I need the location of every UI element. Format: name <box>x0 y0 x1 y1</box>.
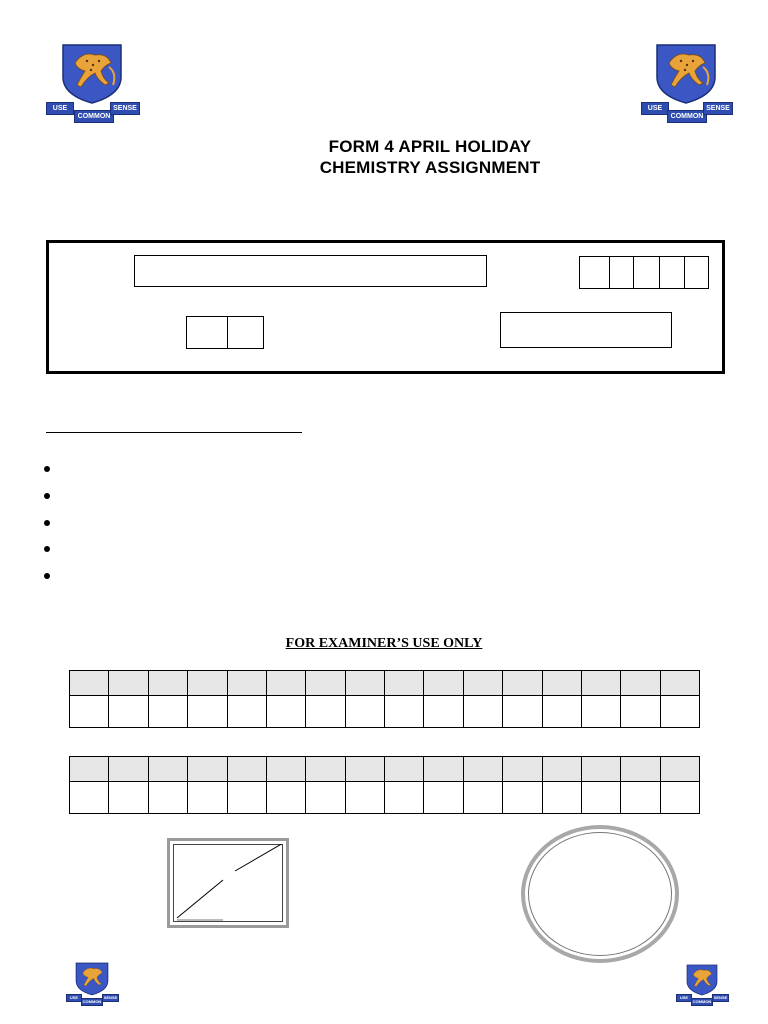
marks-cell[interactable] <box>424 696 463 728</box>
marks-cell[interactable] <box>227 782 266 814</box>
document-title-line-1: FORM 4 APRIL HOLIDAY <box>328 137 532 156</box>
total-marks-divider <box>173 844 283 922</box>
motto-ribbon-left: USE <box>676 994 692 1002</box>
marks-cell[interactable] <box>109 696 148 728</box>
question-cell <box>345 757 384 782</box>
question-cell <box>542 757 581 782</box>
instruction-bullet <box>44 493 50 499</box>
marks-cell[interactable] <box>148 782 187 814</box>
question-cell <box>227 757 266 782</box>
class-box[interactable] <box>228 317 263 348</box>
question-cell <box>463 757 502 782</box>
question-cell <box>70 757 109 782</box>
marks-cell[interactable] <box>70 696 109 728</box>
question-cell <box>621 671 660 696</box>
admission-digit-box[interactable] <box>634 257 660 288</box>
marks-cell[interactable] <box>345 696 384 728</box>
question-cell <box>424 671 463 696</box>
marks-cell[interactable] <box>148 696 187 728</box>
motto-ribbon-left: USE <box>46 102 74 115</box>
marks-cell[interactable] <box>424 782 463 814</box>
admission-digit-box[interactable] <box>610 257 635 288</box>
admission-digit-box[interactable] <box>685 257 708 288</box>
score-table-1 <box>69 670 700 728</box>
motto-ribbon-middle: COMMON <box>74 110 114 123</box>
instructions-heading-rule <box>46 432 302 433</box>
motto-ribbon-middle: COMMON <box>82 999 102 1004</box>
marks-cell[interactable] <box>463 696 502 728</box>
score-table-2 <box>69 756 700 814</box>
question-cell <box>345 671 384 696</box>
school-crest-top-left <box>46 43 138 120</box>
question-cell <box>503 757 542 782</box>
class-boxes[interactable] <box>186 316 264 349</box>
motto-ribbon-right: SENSE <box>110 102 140 115</box>
question-cell <box>385 757 424 782</box>
marks-cell[interactable] <box>463 782 502 814</box>
marks-cell[interactable] <box>542 696 581 728</box>
school-crest-leopard-icon <box>61 43 123 105</box>
motto-ribbon-right: SENSE <box>713 995 728 1000</box>
question-cell <box>581 671 620 696</box>
marks-cell[interactable] <box>542 782 581 814</box>
motto-ribbon-right: SENSE <box>703 102 733 115</box>
marks-cell[interactable] <box>266 782 305 814</box>
school-crest-leopard-icon <box>74 962 110 996</box>
marks-cell[interactable] <box>188 782 227 814</box>
admission-digit-box[interactable] <box>660 257 686 288</box>
instruction-bullet <box>44 573 50 579</box>
question-cell <box>503 671 542 696</box>
marks-cell[interactable] <box>385 782 424 814</box>
school-crest-leopard-icon <box>685 964 719 996</box>
marks-row <box>70 782 700 814</box>
marks-cell[interactable] <box>70 782 109 814</box>
question-cell <box>266 757 305 782</box>
marks-cell[interactable] <box>385 696 424 728</box>
question-cell <box>148 757 187 782</box>
marks-cell[interactable] <box>227 696 266 728</box>
marks-cell[interactable] <box>503 696 542 728</box>
instruction-bullet <box>44 546 50 552</box>
question-cell <box>660 671 699 696</box>
motto-ribbon-middle: COMMON <box>692 999 712 1004</box>
question-cell <box>621 757 660 782</box>
question-cell <box>385 671 424 696</box>
admission-number-boxes[interactable] <box>579 256 709 289</box>
instruction-bullet <box>44 520 50 526</box>
motto-ribbon-middle: COMMON <box>667 110 707 123</box>
motto-ribbon-left: USE <box>641 102 669 115</box>
school-crest-bottom-left <box>66 962 118 1004</box>
question-cell <box>109 757 148 782</box>
admission-digit-box[interactable] <box>580 257 610 288</box>
school-stamp-inner-ring <box>528 832 672 956</box>
school-crest-top-right <box>641 43 731 120</box>
marks-cell[interactable] <box>266 696 305 728</box>
question-cell <box>109 671 148 696</box>
student-details-box <box>46 240 725 374</box>
question-cell <box>148 671 187 696</box>
question-cell <box>542 671 581 696</box>
examiner-use-heading: FOR EXAMINER’S USE ONLY <box>285 636 483 651</box>
marks-cell[interactable] <box>503 782 542 814</box>
question-number-row <box>70 671 700 696</box>
marks-cell[interactable] <box>109 782 148 814</box>
name-field[interactable] <box>134 255 487 287</box>
signature-field[interactable] <box>500 312 672 348</box>
question-cell <box>266 671 305 696</box>
marks-cell[interactable] <box>306 696 345 728</box>
question-cell <box>70 671 109 696</box>
question-number-row <box>70 757 700 782</box>
marks-cell[interactable] <box>188 696 227 728</box>
question-cell <box>424 757 463 782</box>
total-marks-box[interactable] <box>167 838 289 928</box>
question-cell <box>188 757 227 782</box>
school-crest-bottom-right <box>676 964 728 1004</box>
instruction-bullet <box>44 466 50 472</box>
question-cell <box>306 757 345 782</box>
school-crest-leopard-icon <box>655 43 717 105</box>
marks-cell[interactable] <box>306 782 345 814</box>
marks-cell[interactable] <box>621 696 660 728</box>
question-cell <box>188 671 227 696</box>
document-title-line-2: CHEMISTRY ASSIGNMENT <box>319 158 541 177</box>
question-cell <box>660 757 699 782</box>
motto-ribbon-left: USE <box>66 994 82 1002</box>
question-cell <box>227 671 266 696</box>
marks-cell[interactable] <box>660 782 699 814</box>
school-stamp-oval <box>521 825 679 963</box>
class-box[interactable] <box>187 317 228 348</box>
motto-ribbon-right: SENSE <box>103 995 118 1000</box>
marks-cell[interactable] <box>660 696 699 728</box>
marks-cell[interactable] <box>621 782 660 814</box>
marks-cell[interactable] <box>581 696 620 728</box>
question-cell <box>581 757 620 782</box>
marks-cell[interactable] <box>345 782 384 814</box>
question-cell <box>463 671 502 696</box>
question-cell <box>306 671 345 696</box>
marks-row <box>70 696 700 728</box>
marks-cell[interactable] <box>581 782 620 814</box>
